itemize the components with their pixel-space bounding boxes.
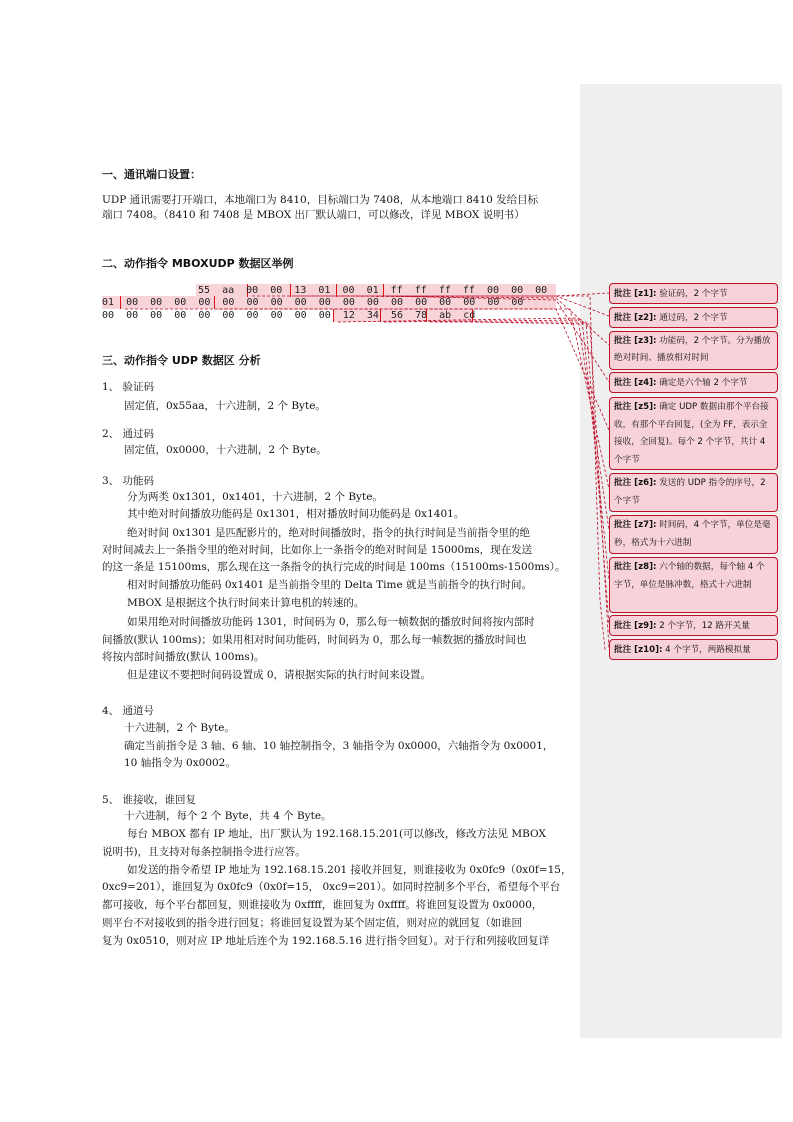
item-text: 相对时间播放功能码 0x1401 是当前指令里的 Delta Time 就是当前指令的执行时间。 [127, 579, 533, 591]
item-text: 固定值，0x0000，十六进制，2 个 Byte。 [124, 444, 327, 456]
hex-row-1: 55 aa 00 00 13 01 00 01 ff ff ff ff 00 00 00 [198, 285, 548, 296]
comment-z4[interactable]: 批注 [z4]: 确定是六个轴 2 个字节 [609, 372, 778, 393]
comment-z2[interactable]: 批注 [z2]: 通过码，2 个字节 [609, 307, 778, 328]
item-text: 如果用绝对时间播放功能码 1301，时间码为 0，那么每一帧数据的播放时间将按内部时 [127, 616, 535, 628]
item-text: 说明书)，且支持对每条控制指令进行应答。 [102, 846, 306, 858]
comment-z5[interactable]: 批注 [z5]: 确定 UDP 数据由那个平台接收，有那个平台回复，(全为 FF，表示全接收，全回复)。每个 2 个字节，共计 4 个字节 [609, 397, 778, 470]
item-text: 如发送的指令希望 IP 地址为 192.168.15.201 接收并回复，则谁接收为 0x0fc9（0x0f=15， [127, 864, 572, 876]
section-3-title: 三、动作指令 UDP 数据区 分析 [102, 354, 261, 367]
item-text: 都可接收，每个平台都回复，则谁接收为 0xffff，谁回复为 0xffff。将谁回复设置为 0x0000， [102, 899, 543, 911]
hex-row-3: 00 00 00 00 00 00 00 00 00 00 12 34 56 78 ab cd [102, 310, 476, 321]
item-4-title: 4、 通道号 [102, 705, 155, 717]
comment-z6[interactable]: 批注 [z6]: 发送的 UDP 指令的序号，2 个字节 [609, 473, 778, 512]
item-3-title: 3、 功能码 [102, 475, 155, 487]
item-text: 十六进制，每个 2 个 Byte，共 4 个 Byte。 [124, 810, 332, 822]
hex-row-2: 01 00 00 00 00 00 00 00 00 00 00 00 00 00 00 00 00 00 [102, 297, 524, 308]
item-text: 将按内部时间播放(默认 100ms)。 [102, 651, 265, 663]
item-text: 绝对时间 0x1301 是匹配影片的，绝对时间播放时，指令的执行时间是当前指令里的绝 [127, 527, 530, 539]
item-2-title: 2、 通过码 [102, 428, 155, 440]
comment-z3[interactable]: 批注 [z3]: 功能码，2 个字节。分为播放绝对时间、播放相对时间 [609, 331, 778, 370]
item-text: 但是建议不要把时间码设置成 0，请根据实际的执行时间来设置。 [127, 669, 432, 681]
item-text: 复为 0x0510，则对应 IP 地址后连个为 192.168.5.16 进行指令回复）。对于行和列接收回复详 [102, 935, 550, 947]
item-text: 间播放(默认 100ms)；如果用相对时间功能码，时间码为 0，那么每一帧数据的播放时间也 [102, 634, 527, 646]
item-text: 对时间减去上一条指令里的绝对时间，比如你上一条指令的绝对时间是 15000ms，现在发送 [102, 544, 533, 556]
section-2-title: 二、动作指令 MBOXUDP 数据区举例 [102, 257, 294, 270]
item-text: 0xc9=201），谁回复为 0x0fc9（0x0f=15， 0xc9=201）。如同时控制多个平台，希望每个平台 [102, 881, 561, 893]
item-1-title: 1、 验证码 [102, 381, 155, 393]
item-text: 10 轴指令为 0x0002。 [124, 757, 236, 769]
comment-z10[interactable]: 批注 [z10]: 4 个字节，两路模拟量 [609, 639, 778, 660]
section-1-title: 一、通讯端口设置： [102, 168, 201, 181]
item-5-title: 5、 谁接收，谁回复 [102, 794, 197, 806]
item-text: 其中绝对时间播放功能码是 0x1301，相对播放时间功能码是 0x1401。 [127, 508, 465, 520]
comment-z7[interactable]: 批注 [z7]: 时间码，4 个字节，单位是毫秒，格式为十六进制 [609, 515, 778, 554]
item-text: 的这一条是 15100ms，那么现在这一条指令的执行完成的时间是 100ms（15100ms-1500ms）。 [102, 561, 566, 573]
comment-z9[interactable]: 批注 [z9]: 2 个字节，12 路开关量 [609, 615, 778, 636]
paragraph: UDP 通讯需要打开端口，本地端口为 8410，目标端口为 7408，从本地端口 8410 发给目标 [102, 194, 539, 206]
item-text: 十六进制，2 个 Byte。 [124, 722, 235, 734]
item-text: 则平台不对接收到的指令进行回复；将谁回复设置为某个固定值，则对应的就回复（如谁回 [102, 917, 522, 929]
comment-z1[interactable]: 批注 [z1]: 验证码，2 个字节 [609, 283, 778, 304]
item-text: 分为两类 0x1301，0x1401，十六进制，2 个 Byte。 [127, 491, 383, 503]
comment-z8[interactable]: 批注 [z8]: 六个轴的数据，每个轴 4 个字节，单位是脉冲数，格式十六进制 [609, 557, 778, 613]
item-text: 固定值，0x55aa，十六进制，2 个 Byte。 [124, 400, 326, 412]
item-text: 每台 MBOX 都有 IP 地址，出厂默认为 192.168.15.201(可以修改，修改方法见 MBOX [127, 828, 546, 840]
item-text: MBOX 是根据这个执行时间来计算电机的转速的。 [127, 597, 365, 609]
item-text: 确定当前指令是 3 轴、6 轴、10 轴控制指令，3 轴指令为 0x0000，六轴指令为 0x0001， [124, 740, 554, 752]
paragraph: 端口 7408。（8410 和 7408 是 MBOX 出厂默认端口，可以修改，详见 MBOX 说明书） [102, 209, 525, 221]
